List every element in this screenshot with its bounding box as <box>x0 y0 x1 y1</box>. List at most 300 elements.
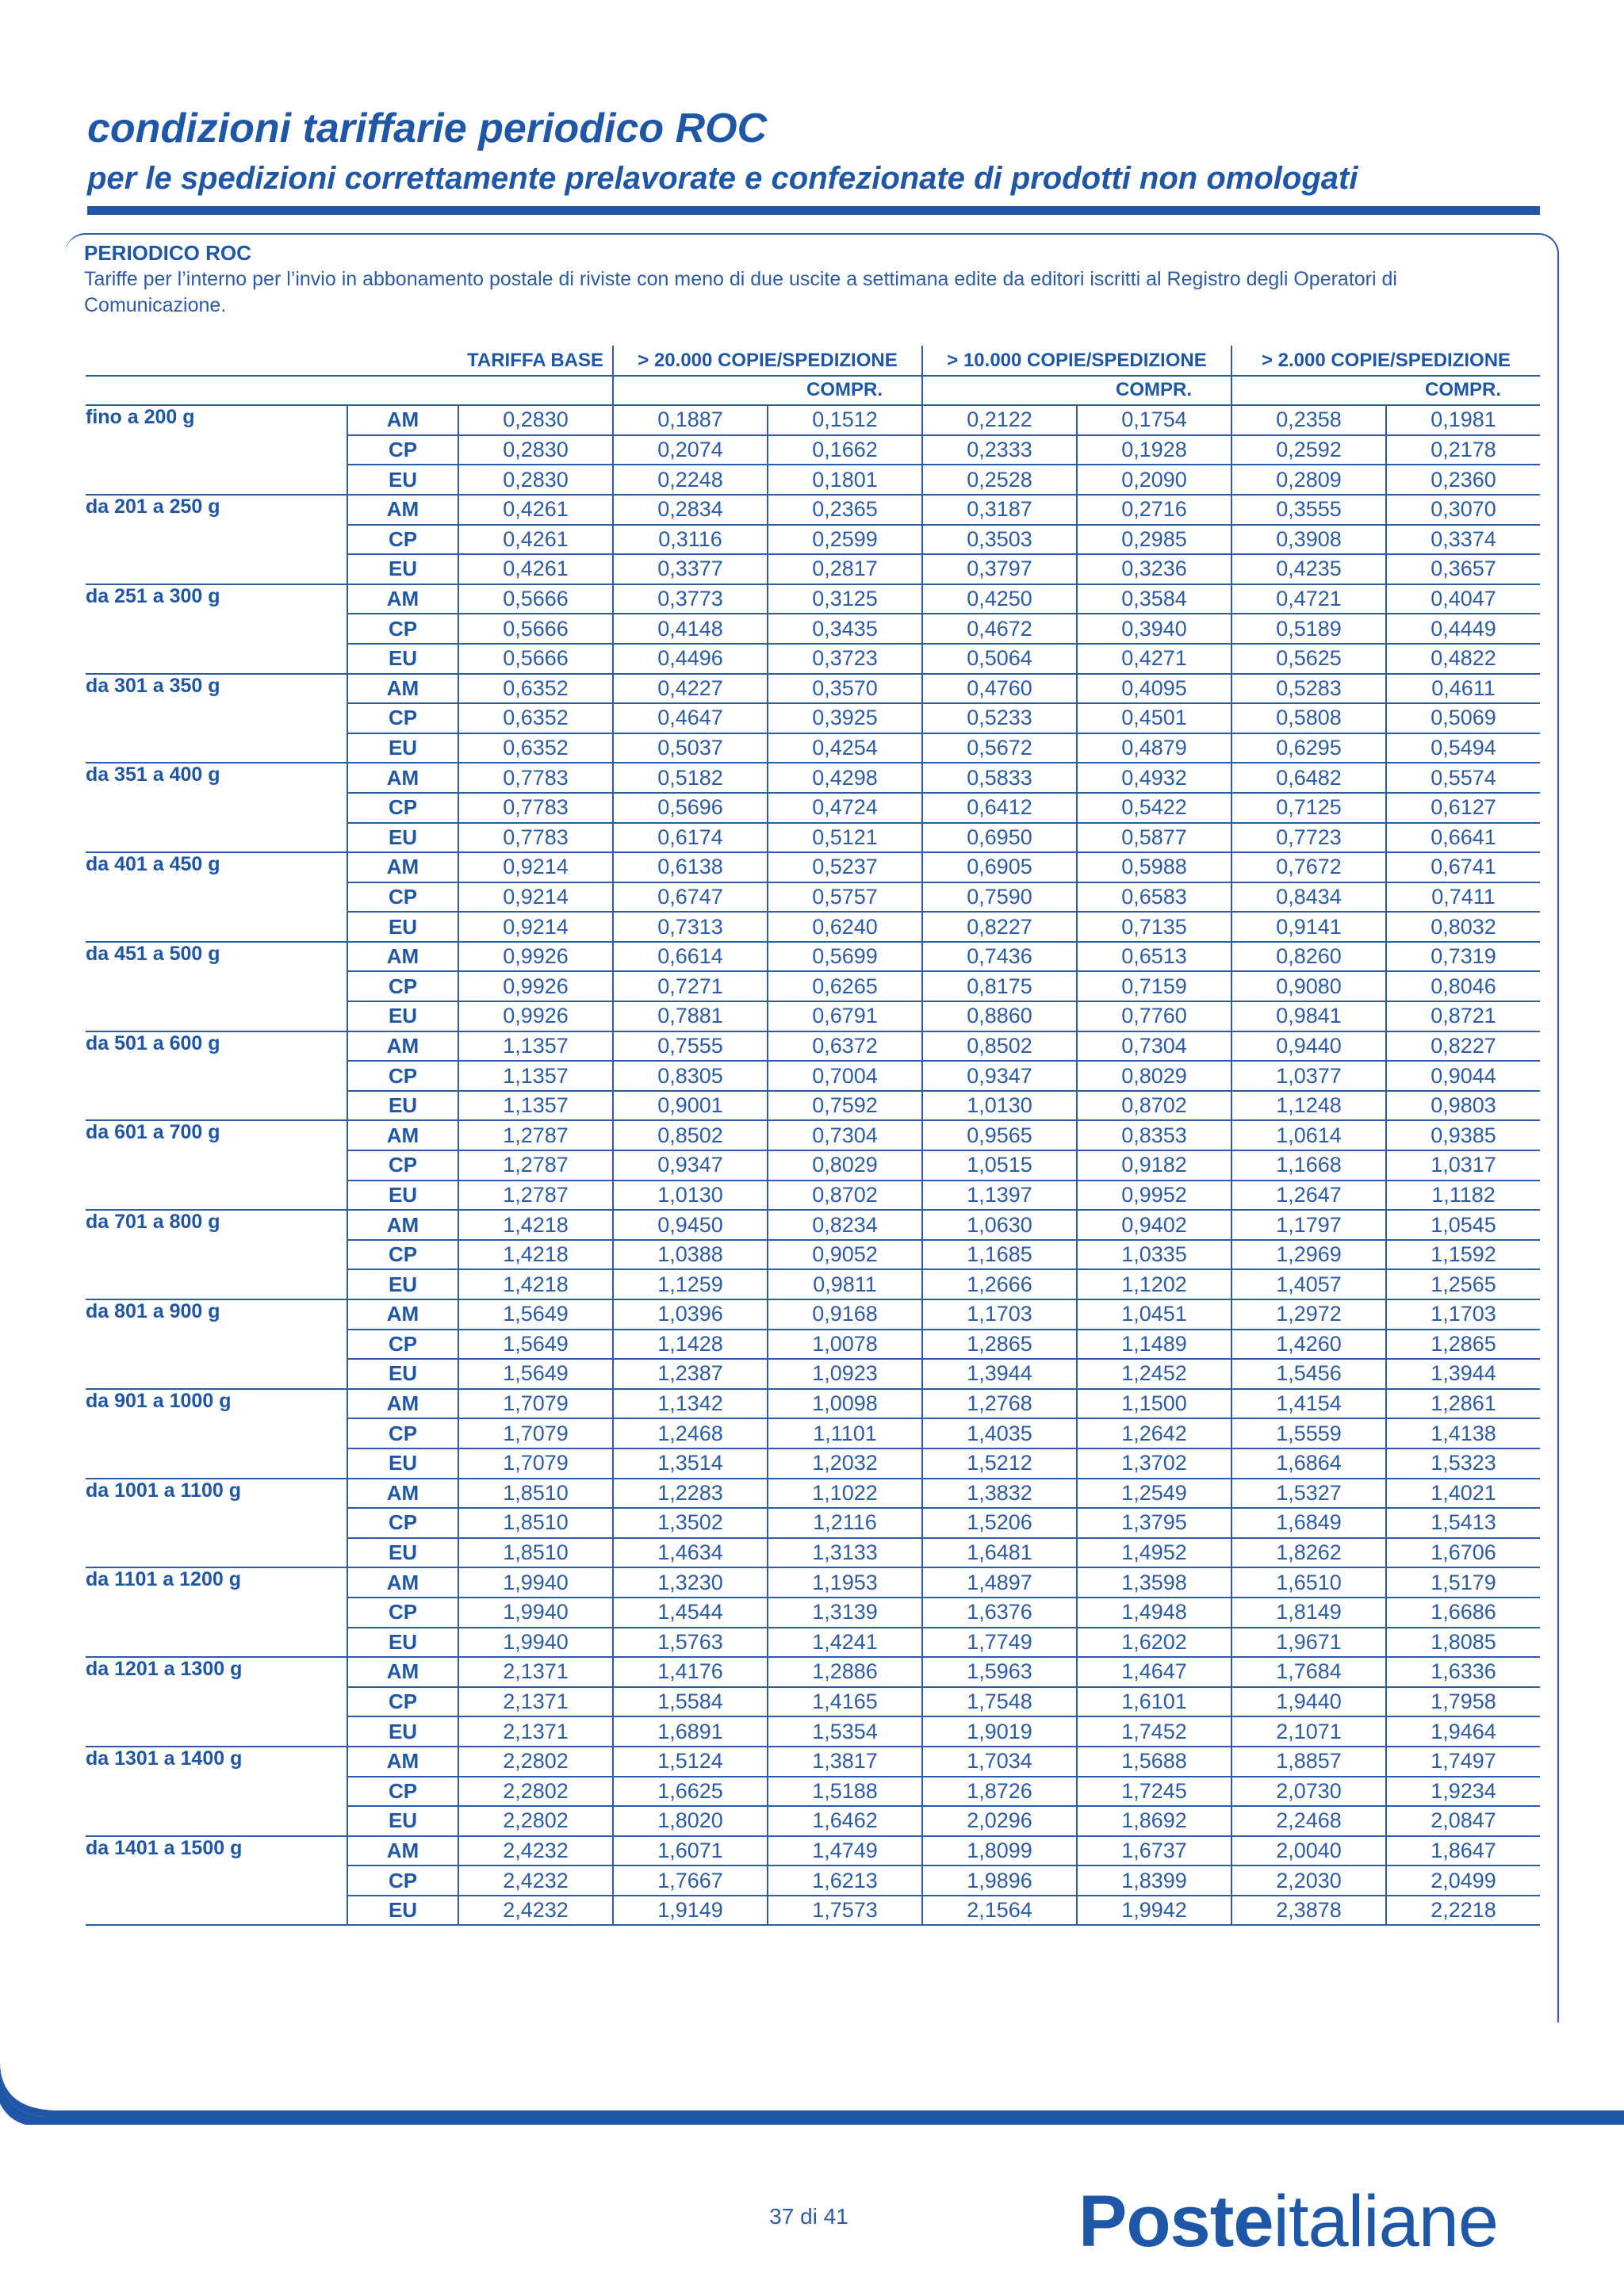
zone-code: EU <box>347 912 458 942</box>
weight-band-label: da 451 a 500 g <box>86 942 347 1031</box>
rate-cell: 0,3377 <box>613 554 768 584</box>
zone-code: EU <box>347 1091 458 1121</box>
rate-cell: 2,4232 <box>458 1896 613 1926</box>
rate-cell: 0,2830 <box>458 465 613 495</box>
rate-cell: 1,4035 <box>922 1418 1077 1448</box>
rate-cell: 0,2528 <box>922 465 1077 495</box>
rate-cell: 0,5237 <box>768 852 922 882</box>
rate-cell: 0,5757 <box>768 882 922 913</box>
rate-cell: 2,1371 <box>458 1657 613 1687</box>
rate-cell: 0,4250 <box>922 584 1077 614</box>
table-row <box>86 584 1540 614</box>
rate-cell: 0,7760 <box>1077 1001 1231 1031</box>
rate-cell: 1,6336 <box>1386 1657 1540 1687</box>
rate-cell: 0,5833 <box>922 763 1077 793</box>
rate-cell: 1,1428 <box>613 1330 768 1360</box>
table-row <box>86 1836 1540 1866</box>
rate-cell: 0,4721 <box>1231 584 1386 614</box>
table-row <box>86 1031 1540 1062</box>
rate-cell: 1,2283 <box>613 1479 768 1509</box>
rate-cell: 0,3657 <box>1386 554 1540 584</box>
rate-cell: 1,1489 <box>1077 1330 1231 1360</box>
zone-code: CP <box>347 1330 458 1360</box>
rate-cell: 1,6686 <box>1386 1598 1540 1628</box>
zone-code: EU <box>347 733 458 763</box>
rate-cell: 0,8434 <box>1231 882 1386 913</box>
rate-cell: 0,9450 <box>613 1210 768 1240</box>
rate-cell: 1,5327 <box>1231 1479 1386 1509</box>
weight-band-label: da 1401 a 1500 g <box>86 1836 347 1926</box>
rate-cell: 1,0078 <box>768 1330 922 1360</box>
rate-cell: 0,8702 <box>768 1181 922 1211</box>
rate-cell: 0,3773 <box>613 584 768 614</box>
zone-code: EU <box>347 644 458 674</box>
rate-cell: 1,7079 <box>458 1448 613 1479</box>
rate-cell: 0,3797 <box>922 554 1077 584</box>
rate-cell: 0,4760 <box>922 674 1077 704</box>
rate-cell: 0,4298 <box>768 763 922 793</box>
zone-code: CP <box>347 1508 458 1538</box>
zone-code: CP <box>347 1150 458 1181</box>
rate-cell: 0,9214 <box>458 912 613 942</box>
rate-cell: 1,0317 <box>1386 1150 1540 1181</box>
rate-cell: 0,5625 <box>1231 644 1386 674</box>
rate-cell: 0,5283 <box>1231 674 1386 704</box>
zone-code: CP <box>347 1418 458 1448</box>
rate-cell: 0,7783 <box>458 823 613 853</box>
rate-cell: 0,7592 <box>768 1091 922 1121</box>
rate-cell: 0,9811 <box>768 1269 922 1299</box>
rate-cell: 0,8502 <box>922 1031 1077 1062</box>
rate-cell: 0,6352 <box>458 674 613 704</box>
zone-code: AM <box>347 405 458 435</box>
rate-cell: 0,5069 <box>1386 703 1540 733</box>
rate-cell: 1,4165 <box>768 1687 922 1717</box>
rate-cell: 0,4724 <box>768 793 922 823</box>
rate-cell: 0,3555 <box>1231 495 1386 525</box>
rate-cell: 1,4154 <box>1231 1389 1386 1419</box>
rate-cell: 0,5121 <box>768 823 922 853</box>
rate-cell: 0,9402 <box>1077 1210 1231 1240</box>
zone-code: CP <box>347 1598 458 1628</box>
rate-cell: 1,1357 <box>458 1061 613 1091</box>
rate-cell: 0,4496 <box>613 644 768 674</box>
rate-cell: 1,9940 <box>458 1598 613 1628</box>
rate-cell: 0,3236 <box>1077 554 1231 584</box>
rate-cell: 1,0614 <box>1231 1120 1386 1150</box>
rate-cell: 1,1797 <box>1231 1210 1386 1240</box>
rate-cell: 1,3133 <box>768 1538 922 1568</box>
rate-cell: 0,9926 <box>458 942 613 972</box>
rate-cell: 0,4672 <box>922 614 1077 644</box>
rate-cell: 1,6202 <box>1077 1628 1231 1658</box>
rate-cell: 1,3502 <box>613 1508 768 1538</box>
rate-cell: 2,2802 <box>458 1806 613 1836</box>
weight-band-label: da 351 a 400 g <box>86 763 347 852</box>
rate-cell: 0,4822 <box>1386 644 1540 674</box>
table-row <box>86 1120 1540 1150</box>
rate-cell: 1,5649 <box>458 1359 613 1389</box>
rate-cell: 1,4952 <box>1077 1538 1231 1568</box>
rate-cell: 0,8502 <box>613 1120 768 1150</box>
zone-code: CP <box>347 525 458 555</box>
rate-cell: 0,7783 <box>458 793 613 823</box>
rate-cell: 1,2666 <box>922 1269 1077 1299</box>
rate-cell: 1,1703 <box>1386 1299 1540 1330</box>
col-header-compr: COMPR. <box>1077 376 1231 406</box>
rate-cell: 0,7319 <box>1386 942 1540 972</box>
rate-cell: 0,5699 <box>768 942 922 972</box>
zone-code: AM <box>347 1389 458 1419</box>
zone-code: CP <box>347 435 458 465</box>
rate-cell: 0,9926 <box>458 971 613 1001</box>
rate-cell: 0,7159 <box>1077 971 1231 1001</box>
section-description: Tariffe per l’interno per l’invio in abbonamento postale di riviste con meno di due uscite a settimana edite da editori iscritti al Registro degli Operatori di Comunicazione. <box>84 268 1397 316</box>
rate-cell: 0,5189 <box>1231 614 1386 644</box>
rate-cell: 0,1981 <box>1386 405 1540 435</box>
rate-cell: 1,5649 <box>458 1330 613 1360</box>
rate-cell: 1,0130 <box>613 1181 768 1211</box>
rate-cell: 1,3139 <box>768 1598 922 1628</box>
rate-cell: 0,8721 <box>1386 1001 1540 1031</box>
rate-cell: 0,6174 <box>613 823 768 853</box>
rate-cell: 1,3817 <box>768 1747 922 1777</box>
table-row <box>86 674 1540 704</box>
rate-cell: 0,2809 <box>1231 465 1386 495</box>
rate-cell: 1,7684 <box>1231 1657 1386 1687</box>
rate-cell: 1,9940 <box>458 1628 613 1658</box>
rate-cell: 1,2387 <box>613 1359 768 1389</box>
rate-cell: 1,0451 <box>1077 1299 1231 1330</box>
rate-cell: 0,9214 <box>458 852 613 882</box>
rate-cell: 0,7271 <box>613 971 768 1001</box>
col-header-group-20000: > 20.000 COPIE/SPEDIZIONE <box>613 346 922 376</box>
rate-cell: 1,1357 <box>458 1031 613 1062</box>
rate-cell: 1,6481 <box>922 1538 1077 1568</box>
rate-cell: 1,4138 <box>1386 1418 1540 1448</box>
rate-cell: 1,7749 <box>922 1628 1077 1658</box>
rate-cell: 0,6747 <box>613 882 768 913</box>
rate-cell: 0,6372 <box>768 1031 922 1062</box>
weight-band-label: fino a 200 g <box>86 405 347 495</box>
rate-cell: 0,7004 <box>768 1061 922 1091</box>
zone-code: AM <box>347 495 458 525</box>
rate-cell: 0,1801 <box>768 465 922 495</box>
tariff-table-body <box>86 405 1540 1925</box>
rate-cell: 1,5212 <box>922 1448 1077 1479</box>
weight-band-label: da 201 a 250 g <box>86 495 347 584</box>
weight-band-label: da 401 a 450 g <box>86 852 347 942</box>
rate-cell: 0,7672 <box>1231 852 1386 882</box>
table-row <box>86 1567 1540 1598</box>
zone-code: AM <box>347 674 458 704</box>
table-row <box>86 852 1540 882</box>
rate-cell: 0,8175 <box>922 971 1077 1001</box>
rate-cell: 0,8305 <box>613 1061 768 1091</box>
rate-cell: 1,5354 <box>768 1716 922 1747</box>
zone-code: AM <box>347 1479 458 1509</box>
rate-cell: 0,6240 <box>768 912 922 942</box>
rate-cell: 1,3598 <box>1077 1567 1231 1598</box>
table-row <box>86 763 1540 793</box>
rate-cell: 0,5233 <box>922 703 1077 733</box>
table-row <box>86 1299 1540 1330</box>
rate-cell: 1,4218 <box>458 1269 613 1299</box>
rate-cell: 0,8227 <box>922 912 1077 942</box>
rate-cell: 1,4260 <box>1231 1330 1386 1360</box>
rate-cell: 0,2592 <box>1231 435 1386 465</box>
rate-cell: 0,5037 <box>613 733 768 763</box>
rate-cell: 0,5808 <box>1231 703 1386 733</box>
rate-cell: 1,3795 <box>1077 1508 1231 1538</box>
rate-cell: 1,1397 <box>922 1181 1077 1211</box>
rate-cell: 0,1754 <box>1077 405 1231 435</box>
rate-cell: 0,6950 <box>922 823 1077 853</box>
rate-cell: 1,1342 <box>613 1389 768 1419</box>
rate-cell: 0,7783 <box>458 763 613 793</box>
rate-cell: 0,2817 <box>768 554 922 584</box>
rate-cell: 0,8353 <box>1077 1120 1231 1150</box>
zone-code: EU <box>347 554 458 584</box>
rate-cell: 1,6510 <box>1231 1567 1386 1598</box>
rate-cell: 1,1500 <box>1077 1389 1231 1419</box>
zone-code: EU <box>347 465 458 495</box>
rate-cell: 0,1662 <box>768 435 922 465</box>
rate-cell: 1,2032 <box>768 1448 922 1479</box>
rate-cell: 2,0847 <box>1386 1806 1540 1836</box>
rate-cell: 0,8227 <box>1386 1031 1540 1062</box>
zone-code: CP <box>347 1061 458 1091</box>
rate-cell: 0,9080 <box>1231 971 1386 1001</box>
rate-cell: 1,6625 <box>613 1777 768 1807</box>
rate-cell: 0,8046 <box>1386 971 1540 1001</box>
page-title: condizioni tariffarie periodico ROC <box>87 105 768 151</box>
rate-cell: 2,4232 <box>458 1866 613 1896</box>
rate-cell: 0,8032 <box>1386 912 1540 942</box>
rate-cell: 1,5206 <box>922 1508 1077 1538</box>
rate-cell: 1,5963 <box>922 1657 1077 1687</box>
zone-code: AM <box>347 1567 458 1598</box>
rate-cell: 1,4021 <box>1386 1479 1540 1509</box>
rate-cell: 1,8020 <box>613 1806 768 1836</box>
table-row <box>86 1657 1540 1687</box>
weight-band-label: da 501 a 600 g <box>86 1031 347 1121</box>
rate-cell: 0,4254 <box>768 733 922 763</box>
rate-cell: 1,6849 <box>1231 1508 1386 1538</box>
rate-cell: 0,2248 <box>613 465 768 495</box>
rate-cell: 0,4261 <box>458 525 613 555</box>
rate-cell: 1,5179 <box>1386 1567 1540 1598</box>
rate-cell: 1,2116 <box>768 1508 922 1538</box>
rate-cell: 1,0377 <box>1231 1061 1386 1091</box>
rate-cell: 0,2834 <box>613 495 768 525</box>
zone-code: AM <box>347 852 458 882</box>
rate-cell: 1,5649 <box>458 1299 613 1330</box>
col-header-base: TARIFFA BASE <box>467 349 603 371</box>
table-row <box>86 495 1540 525</box>
rate-cell: 1,7034 <box>922 1747 1077 1777</box>
rate-cell: 2,2030 <box>1231 1866 1386 1896</box>
weight-band-label: da 801 a 900 g <box>86 1299 347 1389</box>
rate-cell: 0,9803 <box>1386 1091 1540 1121</box>
rate-cell: 0,9052 <box>768 1240 922 1270</box>
rate-cell: 1,2452 <box>1077 1359 1231 1389</box>
rate-cell: 2,1071 <box>1231 1716 1386 1747</box>
rate-cell: 1,5188 <box>768 1777 922 1807</box>
rate-cell: 0,7135 <box>1077 912 1231 942</box>
rate-cell: 0,9141 <box>1231 912 1386 942</box>
rate-cell: 0,6614 <box>613 942 768 972</box>
rate-cell: 2,0499 <box>1386 1866 1540 1896</box>
rate-cell: 1,2647 <box>1231 1181 1386 1211</box>
zone-code: EU <box>347 1001 458 1031</box>
rate-cell: 1,5688 <box>1077 1747 1231 1777</box>
weight-band-label: da 1001 a 1100 g <box>86 1479 347 1568</box>
rate-cell: 0,7411 <box>1386 882 1540 913</box>
rate-cell: 1,8726 <box>922 1777 1077 1807</box>
rate-cell: 2,2218 <box>1386 1896 1540 1926</box>
rate-cell: 1,7573 <box>768 1896 922 1926</box>
rate-cell: 1,2865 <box>1386 1330 1540 1360</box>
rate-cell: 2,2468 <box>1231 1806 1386 1836</box>
rate-cell: 0,9347 <box>613 1150 768 1181</box>
rate-cell: 0,6295 <box>1231 733 1386 763</box>
rate-cell: 1,4218 <box>458 1240 613 1270</box>
rate-cell: 0,9841 <box>1231 1001 1386 1031</box>
rate-cell: 0,7436 <box>922 942 1077 972</box>
rate-cell: 1,7079 <box>458 1418 613 1448</box>
zone-code: EU <box>347 1269 458 1299</box>
rate-cell: 0,2599 <box>768 525 922 555</box>
rate-cell: 0,5666 <box>458 614 613 644</box>
rate-cell: 1,9671 <box>1231 1628 1386 1658</box>
footer-swoosh <box>0 2061 1624 2125</box>
rate-cell: 2,0040 <box>1231 1836 1386 1866</box>
section-title: PERIODICO ROC <box>84 241 251 265</box>
rate-cell: 0,9001 <box>613 1091 768 1121</box>
rate-cell: 0,5877 <box>1077 823 1231 853</box>
rate-cell: 0,5494 <box>1386 733 1540 763</box>
rate-cell: 0,6138 <box>613 852 768 882</box>
rate-cell: 0,5182 <box>613 763 768 793</box>
rate-cell: 1,7245 <box>1077 1777 1231 1807</box>
zone-code: AM <box>347 763 458 793</box>
rate-cell: 1,0335 <box>1077 1240 1231 1270</box>
rate-cell: 1,9942 <box>1077 1896 1231 1926</box>
rate-cell: 0,8702 <box>1077 1091 1231 1121</box>
rate-cell: 1,7079 <box>458 1389 613 1419</box>
rate-cell: 1,6706 <box>1386 1538 1540 1568</box>
rate-cell: 0,3125 <box>768 584 922 614</box>
zone-code: AM <box>347 1747 458 1777</box>
rate-cell: 1,0545 <box>1386 1210 1540 1240</box>
rate-cell: 0,6791 <box>768 1001 922 1031</box>
rate-cell: 1,3514 <box>613 1448 768 1479</box>
rate-cell: 1,4544 <box>613 1598 768 1628</box>
rate-cell: 1,1101 <box>768 1418 922 1448</box>
weight-band-label: da 301 a 350 g <box>86 674 347 763</box>
zone-code: EU <box>347 1628 458 1658</box>
rate-cell: 0,6127 <box>1386 793 1540 823</box>
rate-cell: 0,2830 <box>458 405 613 435</box>
rate-cell: 0,2333 <box>922 435 1077 465</box>
rate-cell: 0,9347 <box>922 1061 1077 1091</box>
rate-cell: 0,3435 <box>768 614 922 644</box>
rate-cell: 1,8399 <box>1077 1866 1231 1896</box>
zone-code: CP <box>347 1240 458 1270</box>
rate-cell: 0,2358 <box>1231 405 1386 435</box>
rate-cell: 1,2787 <box>458 1181 613 1211</box>
rate-cell: 0,5422 <box>1077 793 1231 823</box>
rate-cell: 0,2716 <box>1077 495 1231 525</box>
rate-cell: 0,9182 <box>1077 1150 1231 1181</box>
table-row <box>86 1747 1540 1777</box>
rate-cell: 0,9044 <box>1386 1061 1540 1091</box>
page-subtitle: per le spedizioni correttamente prelavorate e confezionate di prodotti non omologati <box>87 161 1358 196</box>
rate-cell: 0,4261 <box>458 554 613 584</box>
weight-band-label: da 251 a 300 g <box>86 584 347 674</box>
rate-cell: 0,6583 <box>1077 882 1231 913</box>
rate-cell: 1,4948 <box>1077 1598 1231 1628</box>
rate-cell: 1,0923 <box>768 1359 922 1389</box>
rate-cell: 0,4047 <box>1386 584 1540 614</box>
rate-cell: 0,2090 <box>1077 465 1231 495</box>
rate-cell: 1,1357 <box>458 1091 613 1121</box>
rate-cell: 1,2969 <box>1231 1240 1386 1270</box>
rate-cell: 0,3116 <box>613 525 768 555</box>
table-row <box>86 1479 1540 1509</box>
rate-cell: 1,4057 <box>1231 1269 1386 1299</box>
zone-code: CP <box>347 882 458 913</box>
rate-cell: 1,6462 <box>768 1806 922 1836</box>
rate-cell: 0,3503 <box>922 525 1077 555</box>
rate-cell: 0,6641 <box>1386 823 1540 853</box>
rate-cell: 2,2802 <box>458 1777 613 1807</box>
rate-cell: 0,4261 <box>458 495 613 525</box>
rate-cell: 1,0396 <box>613 1299 768 1330</box>
rate-cell: 0,3940 <box>1077 614 1231 644</box>
rate-cell: 1,9940 <box>458 1567 613 1598</box>
rate-cell: 1,6891 <box>613 1716 768 1747</box>
rate-cell: 1,8857 <box>1231 1747 1386 1777</box>
zone-code: CP <box>347 793 458 823</box>
zone-code: AM <box>347 1299 458 1330</box>
table-row <box>86 405 1540 435</box>
zone-code: EU <box>347 1716 458 1747</box>
rate-cell: 0,7304 <box>768 1120 922 1150</box>
rate-cell: 0,8029 <box>768 1150 922 1181</box>
rate-cell: 0,7125 <box>1231 793 1386 823</box>
rate-cell: 1,2768 <box>922 1389 1077 1419</box>
rate-cell: 1,7958 <box>1386 1687 1540 1717</box>
col-header-compr: COMPR. <box>1386 376 1540 406</box>
rate-cell: 2,4232 <box>458 1836 613 1866</box>
rate-cell: 1,4176 <box>613 1657 768 1687</box>
rate-cell: 2,0730 <box>1231 1777 1386 1807</box>
rate-cell: 1,9149 <box>613 1896 768 1926</box>
zone-code: CP <box>347 1777 458 1807</box>
rate-cell: 0,4227 <box>613 674 768 704</box>
rate-cell: 1,9440 <box>1231 1687 1386 1717</box>
rate-cell: 0,4095 <box>1077 674 1231 704</box>
rate-cell: 0,8234 <box>768 1210 922 1240</box>
rate-cell: 1,6864 <box>1231 1448 1386 1479</box>
rate-cell: 0,3570 <box>768 674 922 704</box>
zone-code: AM <box>347 1836 458 1866</box>
logo-regular-text: italiane <box>1273 2181 1499 2262</box>
rate-cell: 0,9385 <box>1386 1120 1540 1150</box>
rate-cell: 0,2074 <box>613 435 768 465</box>
